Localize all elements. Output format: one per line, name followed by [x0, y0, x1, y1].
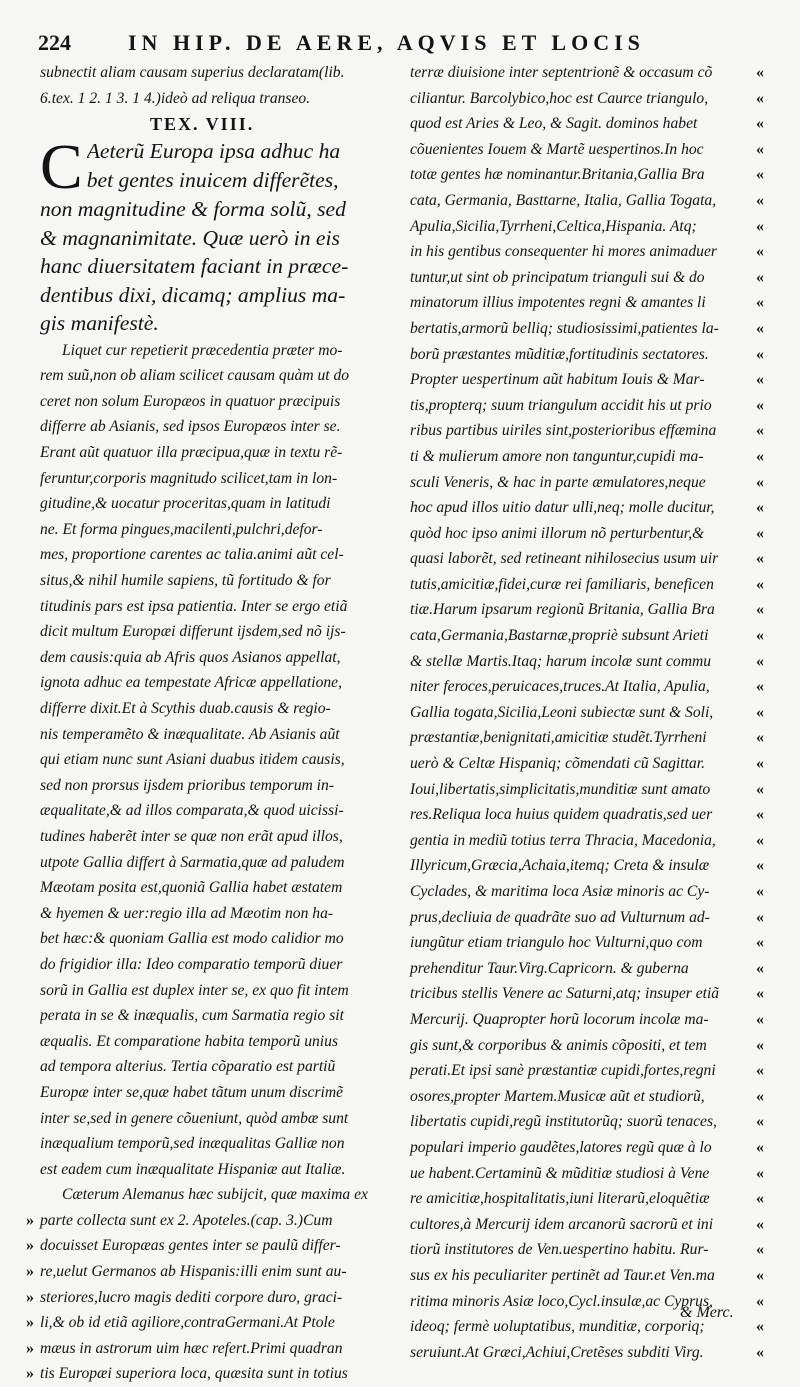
right-line-text: bertatis,armorũ belliq; studiosissimi,patientes la-	[410, 319, 719, 337]
quote-mark: «	[756, 166, 764, 184]
aphorism-line: gis manifestè.	[40, 311, 159, 336]
quote-mark: «	[756, 627, 764, 645]
aphorism-line: & magnanimitate. Quæ uerò in eis	[40, 225, 340, 250]
right-text-line	[410, 930, 764, 956]
commentary-line: æqualitate,& ad illos comparata,& quod uicissi-	[40, 802, 344, 820]
right-text-line	[410, 1186, 764, 1212]
commentary-line: perata in se & inæqualis, cum Sarmatia regio sit	[40, 1007, 344, 1025]
quote-mark: »	[26, 1365, 34, 1383]
quote-mark: «	[756, 422, 764, 440]
quote-mark: «	[756, 1318, 764, 1336]
right-line-text: seruiunt.At Græci,Achiui,Cretẽses subditi Virg.	[410, 1343, 704, 1361]
commentary-line: inter se,sed in genere cõueniunt, quòd ambæ sunt	[40, 1109, 349, 1127]
right-line-text: minatorum illius impotentes regni & amantes li	[410, 294, 706, 312]
quote-mark: «	[756, 601, 764, 619]
commentary-line: Mæotam posita est,quoniã Gallia habet æstatem	[40, 879, 343, 897]
quote-mark: «	[756, 831, 764, 849]
commentary-line: Erant aũt quatuor illa præcipua,quæ in textu rẽ-	[40, 444, 343, 462]
right-line-text: cata,Germania,Bastarnæ,propriè subsunt Arieti	[410, 627, 709, 645]
right-text-line	[410, 495, 764, 521]
right-text-line	[410, 342, 764, 368]
aphorism-line: dentibus dixi, dicamq; amplius ma-	[40, 282, 346, 307]
right-line-text: terræ diuisione inter septentrionẽ & occasum cõ	[410, 64, 713, 81]
quote-mark: «	[756, 1036, 764, 1054]
right-text-line	[410, 1237, 764, 1263]
commentary-line: docuisset Europæas gentes inter se paulũ differ- »	[40, 1233, 392, 1259]
right-text-line	[410, 162, 764, 188]
right-text-line	[410, 879, 764, 905]
running-title: IN HIP. DE AERE, AQVIS ET LOCIS	[128, 30, 645, 55]
commentary-line: mæus in astrorum uim hæc refert.Primi quadran »	[40, 1336, 392, 1362]
right-text-line	[410, 367, 764, 393]
right-text-line	[410, 444, 764, 470]
right-line-text: sculi Veneris, & hac in parte æmulatores,neque	[410, 473, 706, 491]
right-text-line	[410, 802, 764, 828]
quote-mark: »	[26, 1211, 34, 1229]
commentary-line: Liquet cur repetierit præcedentia præter mo-	[62, 341, 343, 359]
right-text-line	[410, 1084, 764, 1110]
right-line-text: quod est Aries & Leo, & Sagit. dominos habet	[410, 115, 698, 133]
right-line-text: cõuenientes Iouem & Martẽ uespertinos.In hoc	[410, 140, 704, 158]
aphorism-line: bet gentes inuicem differẽtes,	[86, 167, 339, 192]
right-text-line	[410, 649, 764, 675]
right-text-line	[410, 956, 764, 982]
right-text-line	[410, 1033, 764, 1059]
right-line-text: niter feroces,peruicaces,truces.At Italia, Apulia,	[410, 678, 710, 696]
right-text-line	[410, 546, 764, 572]
commentary-line: rem suũ,non ob aliam scilicet causam quàm ut do	[40, 367, 350, 385]
right-line-text: ideoq; fermè uoluptatibus, munditiæ, corporiq;	[410, 1318, 705, 1336]
quote-mark: «	[756, 575, 764, 593]
quote-mark: «	[756, 217, 764, 235]
right-text-line	[410, 86, 764, 112]
commentary-line: situs,& nihil humile sapiens, tũ fortitudo & for	[40, 572, 331, 590]
page-header	[38, 30, 778, 62]
right-text-line	[410, 1212, 764, 1238]
right-line-text: tiæ.Harum ipsarum regionũ Britania, Gallia Bra	[410, 601, 715, 619]
catchword	[680, 1304, 734, 1322]
quote-mark: «	[756, 652, 764, 670]
right-line-text: tuntur,ut sint ob principatum trianguli sui & do	[410, 268, 705, 286]
aphorism-text	[40, 131, 392, 338]
commentary-line: qui etiam nunc sunt Asiani duabus itidem causis,	[40, 751, 345, 769]
right-text-line	[410, 572, 764, 598]
quote-mark: «	[756, 678, 764, 696]
commentary-line: sorũ in Gallia est duplex inter se, ex quo fit intem	[40, 981, 349, 999]
right-line-text: sus ex his peculiariter pertinẽt ad Taur.et Ven.ma	[410, 1266, 715, 1284]
quote-mark: «	[756, 191, 764, 209]
right-text-line	[410, 1135, 764, 1161]
right-line-text: prehenditur Taur.Virg.Capricorn. & guberna	[410, 959, 689, 977]
quote-mark: «	[756, 447, 764, 465]
commentary-line: re,uelut Germanos ab Hispanis:illi enim sunt au- »	[40, 1259, 392, 1285]
right-line-text: Mercurij. Quapropter horũ locorum incolæ ma-	[410, 1010, 709, 1028]
right-text-line	[410, 470, 764, 496]
commentary-line: utpote Gallia differt à Sarmatia,quæ ad paludem	[40, 853, 345, 871]
right-column	[410, 60, 764, 1365]
quote-mark: «	[756, 1113, 764, 1131]
right-text-line	[410, 853, 764, 879]
quote-mark: «	[756, 1087, 764, 1105]
commentary-line: tis Europæi superiora loca, quæsita sunt in totius »	[40, 1361, 392, 1387]
right-text-line	[410, 60, 764, 86]
quote-mark: «	[756, 115, 764, 133]
right-line-text: tricibus stellis Venere ac Saturni,atq; insuper etiã	[410, 985, 720, 1003]
quote-mark: «	[756, 473, 764, 491]
quote-mark: «	[756, 1138, 764, 1156]
quote-mark: «	[756, 524, 764, 542]
right-line-text: ribus partibus uiriles sint,posterioribus effæmina	[410, 422, 717, 440]
right-line-text: Propter uespertinum aũt habitum Iouis & Mar-	[410, 371, 705, 389]
right-text-line	[410, 905, 764, 931]
quote-mark: «	[756, 806, 764, 824]
right-text-line	[410, 1161, 764, 1187]
right-line-text: ciliantur. Barcolybico,hoc est Caurce triangulo,	[410, 89, 709, 107]
quote-mark: «	[756, 1241, 764, 1259]
right-line-text: præstantiæ,benignitati,amicitiæ studẽt.Tyrrheni	[410, 729, 707, 747]
quote-mark: «	[756, 1292, 764, 1310]
right-line-text: res.Reliqua loca huius quidem quadratis,sed uer	[410, 806, 713, 824]
right-line-text: ue habent.Certaminũ & mũditiæ studiosi à Vene	[410, 1164, 710, 1182]
aphorism-line: Aeterũ Europa ipsa adhuc ha	[86, 139, 341, 164]
right-line-text: Ioui,libertatis,simplicitatis,munditiæ sunt amato	[410, 780, 711, 798]
right-text-line	[410, 1109, 764, 1135]
drop-cap: C	[40, 131, 83, 203]
quote-mark: «	[756, 268, 764, 286]
right-line-text: totæ gentes hæ nominantur.Britania,Gallia Bra	[410, 166, 705, 184]
right-text-line	[410, 111, 764, 137]
commentary-line: Europæ inter se,quæ habet tãtum unum discrimẽ	[40, 1083, 344, 1101]
right-text-line	[410, 239, 764, 265]
commentary-line: feruntur,corporis magnitudo scilicet,tam in lon-	[40, 469, 338, 487]
right-text-line	[410, 418, 764, 444]
quote-mark: »	[26, 1263, 34, 1281]
quote-mark: »	[26, 1237, 34, 1255]
right-text-line	[410, 777, 764, 803]
quote-mark: «	[756, 1164, 764, 1182]
right-text-line	[410, 597, 764, 623]
right-line-text: borũ præstantes mũditiæ,fortitudinis sectatores.	[410, 345, 709, 363]
left-column	[26, 60, 392, 1387]
quote-mark: «	[756, 499, 764, 517]
section-title: TEX. VIII.	[150, 114, 255, 135]
right-text-line	[410, 700, 764, 726]
commentary-line: parte collecta sunt ex 2. Apoteles.(cap. 3.)Cum »	[40, 1208, 392, 1234]
commentary-line: ignota adhuc ea tempestate Africæ appellatione,	[40, 674, 343, 692]
right-text-line	[410, 137, 764, 163]
commentary-line: differre ab Asianis, sed ipsos Europæos inter se.	[40, 418, 341, 436]
commentary-line: mes, proportione carentes ac talia.animi aũt cel-	[40, 546, 344, 564]
commentary-line: & hyemen & uer:regio illa ad Mæotim non ha-	[40, 904, 334, 922]
right-text-line	[410, 1263, 764, 1289]
quote-mark: «	[756, 64, 764, 81]
quote-mark: «	[756, 1010, 764, 1028]
quote-mark: »	[26, 1314, 34, 1332]
aphorism-line: non magnitudine & forma solũ, sed	[40, 197, 346, 222]
commentary-line: do frigidior illa: Ideo comparatio temporũ diuer	[40, 955, 343, 973]
quote-mark: «	[756, 319, 764, 337]
quote-mark: «	[756, 1062, 764, 1080]
catchword-text: & Merc.	[680, 1304, 734, 1321]
quote-mark: «	[756, 755, 764, 773]
right-text-line	[410, 214, 764, 240]
right-line-text: gentia in mediũ totius terra Thracia, Macedonia,	[410, 831, 716, 849]
right-text-line	[410, 725, 764, 751]
quote-mark: »	[26, 1339, 34, 1357]
quote-mark: «	[756, 396, 764, 414]
commentary-line: li,& ob id etiã agiliore,contraGermani.At Ptole »	[40, 1310, 392, 1336]
quote-mark: «	[756, 703, 764, 721]
commentary-line: titudinis pars est ipsa patientia. Inter se ergo etiã	[40, 597, 348, 615]
quote-mark: «	[756, 908, 764, 926]
right-line-text: Illyricum,Græcia,Achaia,itemq; Creta & insulæ	[410, 857, 710, 875]
intro-line: 6.tex. 1 2. 1 3. 1 4.)ideò ad reliqua transeo.	[40, 89, 311, 107]
right-line-text: ti & mulierum amore non tanguntur,cupidi ma-	[410, 447, 704, 465]
right-text-line	[410, 1058, 764, 1084]
right-line-text: re amicitiæ,hospitalitatis,iuni literarũ,eloquẽtiæ	[410, 1190, 710, 1208]
right-line-text: prus,decliuia de quadrãte suo ad Vulturnum ad-	[410, 908, 710, 926]
right-text-line	[410, 393, 764, 419]
right-line-text: in his gentibus consequenter hi mores animaduer	[410, 243, 717, 261]
right-line-text: tiorũ institutores de Ven.uespertino habitu. Rur-	[410, 1241, 709, 1259]
right-line-text: libertatis cupidi,regũ institutorũq; suorũ tenaces,	[410, 1113, 717, 1131]
right-text-line	[410, 1007, 764, 1033]
right-text-line	[410, 316, 764, 342]
right-line-text: populari imperio gaudẽtes,latores regũ quæ à lo	[410, 1138, 712, 1156]
quote-mark: «	[756, 780, 764, 798]
commentary-line: differre dixit.Et à Scythis duab.causis & regio-	[40, 700, 331, 717]
commentary-line: æqualis. Et comparatione habita temporũ unius	[40, 1032, 339, 1050]
right-line-text: hoc apud illos uitio datur ulli,neq; molle ducitur,	[410, 499, 715, 517]
quote-mark: «	[756, 1343, 764, 1361]
right-text-line	[410, 1340, 764, 1366]
commentary-line: steriores,lucro magis dediti corpore duro, graci- »	[40, 1285, 392, 1311]
commentary-line: ne. Et forma pingues,macilenti,pulchri,defor-	[40, 520, 323, 538]
commentary-line: ad tempora alterius. Tertia cõparatio est partiũ	[40, 1058, 336, 1076]
commentary-line: nis temperamẽto & inæqualitate. Ab Asianis aũt	[40, 725, 340, 743]
quote-mark: «	[756, 140, 764, 158]
right-text-line	[410, 521, 764, 547]
right-text-line	[410, 751, 764, 777]
quote-mark: «	[756, 294, 764, 312]
right-line-text: Apulia,Sicilia,Tyrrheni,Celtica,Hispania. Atq;	[410, 217, 697, 235]
aphorism-line: hanc diuersitatem faciant in præce-	[40, 254, 349, 279]
right-line-text: tutis,amicitiæ,fidei,curæ rei familiaris, beneficen	[410, 575, 714, 593]
right-line-text: Cyclades, & maritima loca Asiæ minoris ac Cy-	[410, 883, 710, 900]
quote-mark: «	[756, 959, 764, 977]
commentary-line: dicit multum Europæi differunt ijsdem,sed nõ ijs-	[40, 623, 346, 641]
right-line-text: gis sunt,& corporibus & animis cõpositi, et tem	[410, 1036, 707, 1054]
commentary-line: est eadem cum inæqualitate Hispaniæ aut Italiæ.	[40, 1160, 346, 1178]
right-line-text: cultores,à Mercurij idem arcanorũ sacrorũ et ini	[410, 1215, 714, 1233]
commentary-line: ceret non solum Europæos in quatuor præcipuis	[40, 392, 341, 410]
intro-line: subnectit aliam causam superius declaratam(lib.	[40, 64, 345, 81]
right-text-line	[410, 265, 764, 291]
right-line-text: quòd hoc ipso animi illorum nõ perturbentur,&	[410, 524, 705, 542]
page-number: 224	[38, 30, 71, 55]
right-line-text: perati.Et ipsi sanè præstantiæ cupidi,fortes,regni	[410, 1062, 716, 1080]
quote-mark: «	[756, 89, 764, 107]
quote-mark: «	[756, 883, 764, 900]
right-text-line	[410, 188, 764, 214]
quote-mark: «	[756, 1215, 764, 1233]
commentary-line: inæqualium temporũ,sed inæqualitas Galliæ non	[40, 1135, 345, 1153]
quote-mark: «	[756, 857, 764, 875]
quote-mark: «	[756, 729, 764, 747]
commentary-line: bet hæc:& quoniam Gallia est modo calidior mo	[40, 930, 344, 948]
right-line-text: iungũtur etiam triangulo hoc Vulturni,quo com	[410, 934, 703, 952]
quote-mark: «	[756, 243, 764, 261]
right-line-text: osores,propter Martem.Musicæ aũt et studiorũ,	[410, 1087, 705, 1105]
commentary-block	[26, 338, 392, 1387]
commentary-line: gitudine,& uocatur proceritas,quam in latitudi	[40, 495, 331, 513]
right-line-text: tis,propterq; suum triangulum accidit his ut prio	[410, 396, 712, 414]
commentary-line: sed non prorsus ijsdem prioribus temporum in-	[40, 776, 334, 794]
quote-mark: «	[756, 345, 764, 363]
right-text-line	[410, 290, 764, 316]
right-line-text: & stellæ Martis.Itaq; harum incolæ sunt commu	[410, 652, 712, 670]
quote-mark: «	[756, 1190, 764, 1208]
commentary-line: dem causis:quia ab Afris quos Asianos appellat,	[40, 648, 341, 666]
right-text-line	[410, 623, 764, 649]
right-line-text: quasi laborẽt, sed retineant nihilosecius usum uir	[410, 550, 719, 568]
right-text-line	[410, 828, 764, 854]
right-line-text: ritima minoris Asiæ loco,Cycl.insulæ,ac Cyprus,	[410, 1292, 713, 1310]
right-line-text: uerò & Celtæ Hispaniq; cõmendati cũ Sagittar.	[410, 755, 705, 773]
quote-mark: «	[756, 550, 764, 568]
quote-mark: «	[756, 1266, 764, 1284]
quote-mark: «	[756, 985, 764, 1003]
quote-mark: »	[26, 1288, 34, 1306]
right-text-line	[410, 674, 764, 700]
commentary-line: Cæterum Alemanus hæc subijcit, quæ maxima ex	[62, 1186, 368, 1204]
right-text-line	[410, 981, 764, 1007]
quote-mark: «	[756, 371, 764, 389]
right-line-text: cata, Germania, Basttarne, Italia, Gallia Togata,	[410, 191, 717, 209]
quote-mark: «	[756, 934, 764, 952]
commentary-line: tudines haberẽt inter se quæ non erãt apud illos,	[40, 827, 343, 845]
right-line-text: Gallia togata,Sicilia,Leoni subiectæ sunt & Soli,	[410, 703, 714, 721]
